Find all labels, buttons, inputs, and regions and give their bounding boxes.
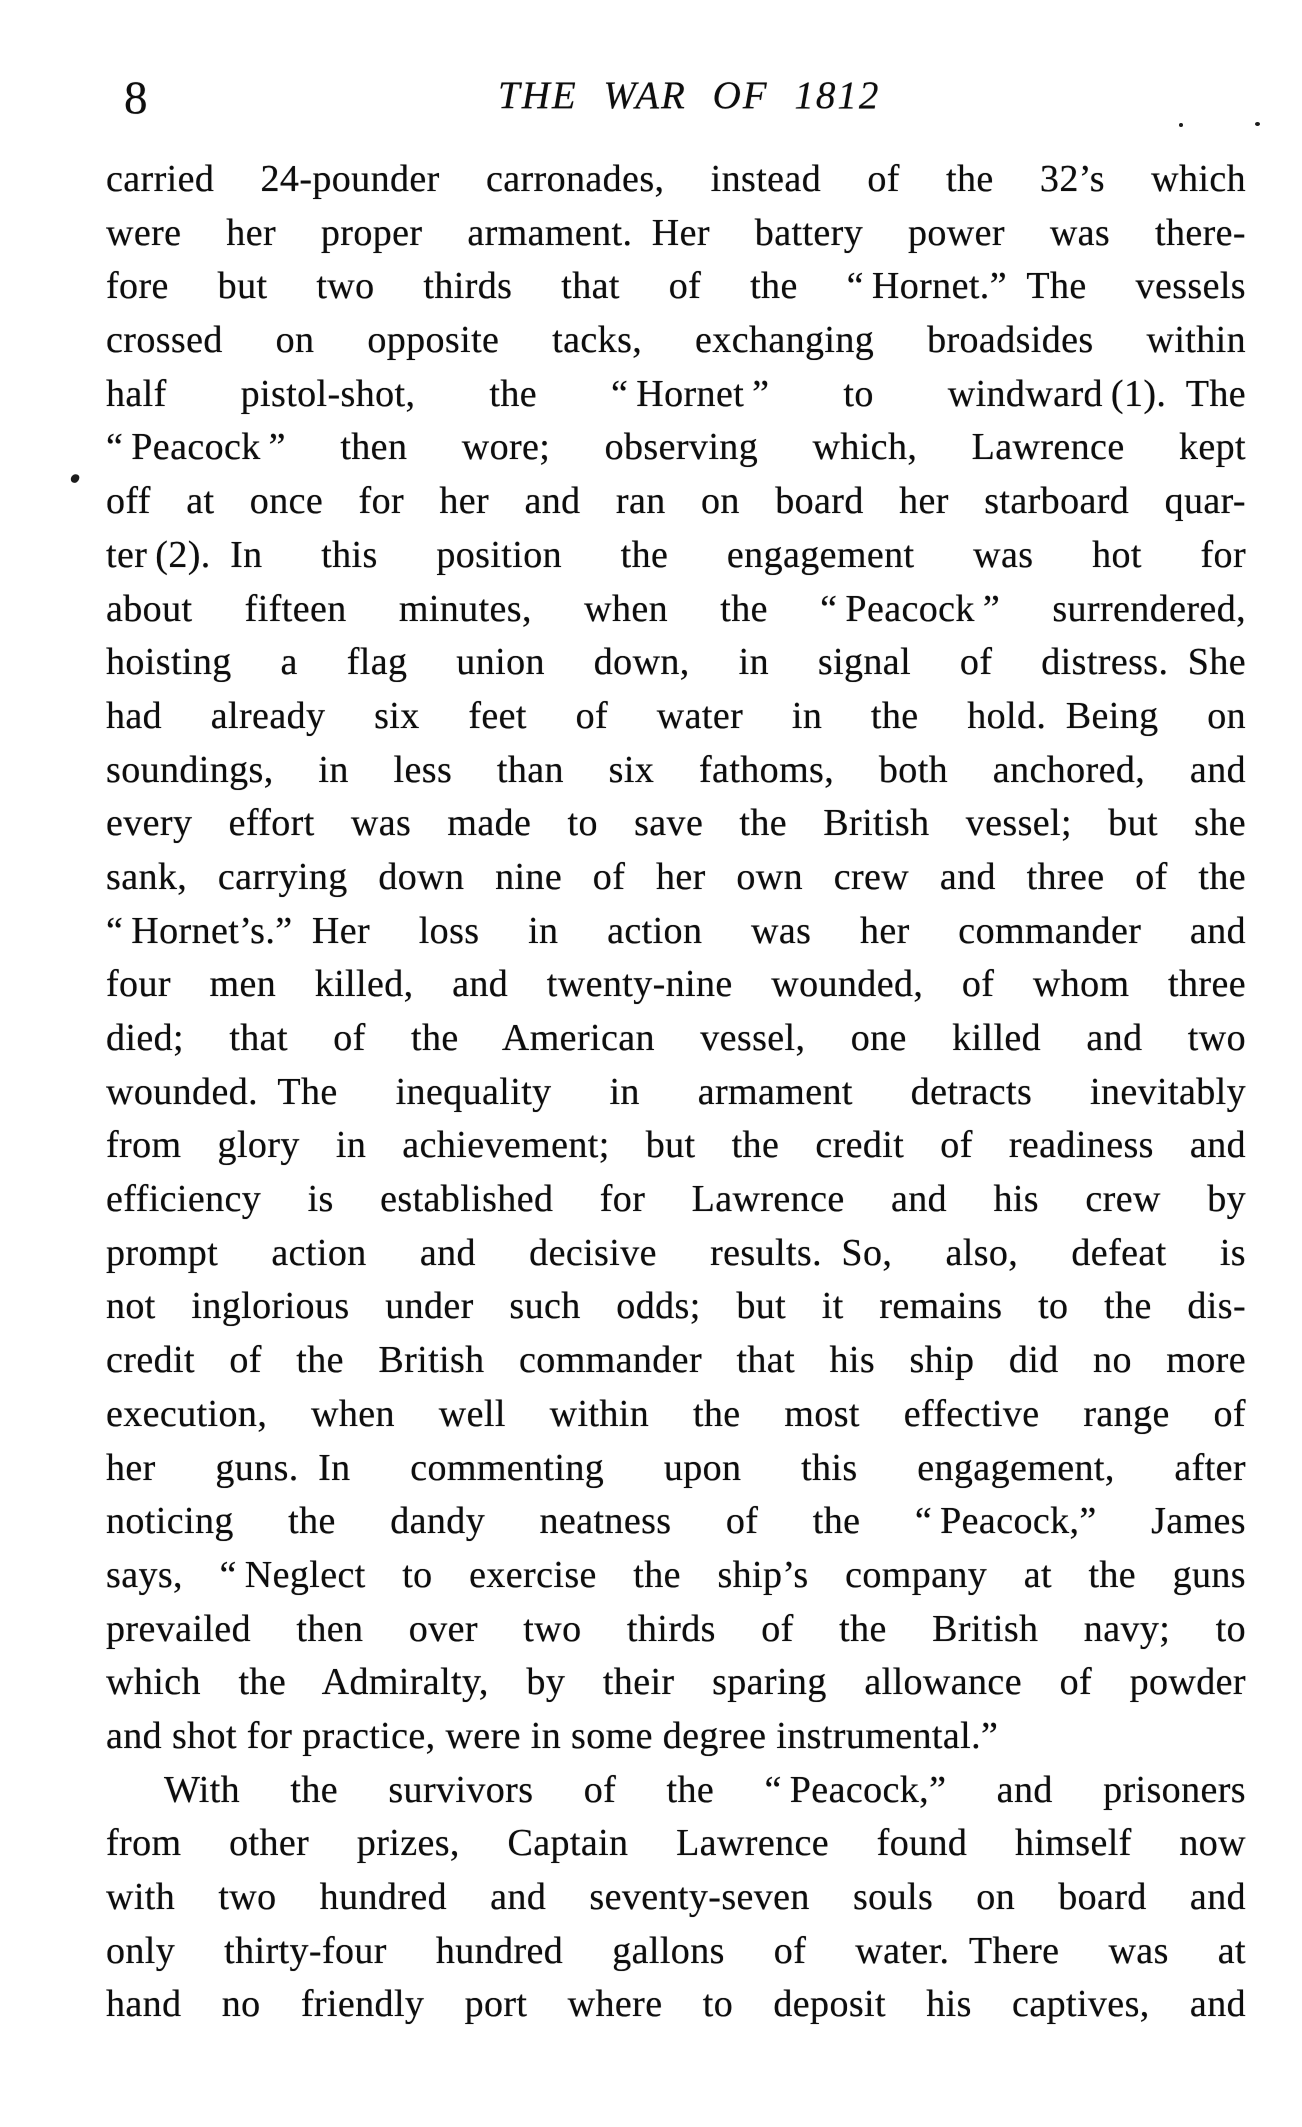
text-line: not inglorious under such odds; but it remains to the dis- [106, 1285, 1246, 1328]
ink-speck [1179, 123, 1183, 127]
text-line: only thirty-four hundred gallons of water. There was at [106, 1929, 1246, 1972]
text-line: With the survivors of the “ Peacock,” and prisoners [164, 1768, 1246, 1811]
text-line: fore but two thirds that of the “ Hornet.” The vessels [106, 265, 1246, 308]
text-line: died; that of the American vessel, one killed and two [106, 1017, 1246, 1059]
text-line: prompt action and decisive results. So, also, defeat is [106, 1231, 1246, 1274]
text-line: “ Peacock ” then wore; observing which, Lawrence kept [106, 426, 1246, 469]
text-line: prevailed then over two thirds of the British navy; to [106, 1607, 1246, 1650]
text-line: and shot for practice, were in some degree instrumental.” [106, 1714, 999, 1757]
text-line: execution, when well within the most effective range of [106, 1392, 1246, 1435]
text-line: with two hundred and seventy-seven souls on board and [106, 1876, 1246, 1918]
text-line: were her proper armament. Her battery power was there- [106, 211, 1246, 254]
text-line: four men killed, and twenty-nine wounded, of whom three [106, 963, 1246, 1006]
page-number: 8 [124, 72, 148, 124]
text-line: which the Admiralty, by their sparing allowance of powder [106, 1661, 1246, 1704]
text-line: crossed on opposite tacks, exchanging broadsides within [106, 319, 1246, 362]
text-line: off at once for her and ran on board her starboard quar- [106, 480, 1246, 523]
text-line: carried 24-pounder carronades, instead of the 32’s which [106, 158, 1246, 200]
text-line: from other prizes, Captain Lawrence found himself now [106, 1822, 1246, 1865]
text-line: hoisting a flag union down, in signal of distress. She [106, 641, 1246, 684]
text-line: noticing the dandy neatness of the “ Peacock,” James [106, 1500, 1246, 1543]
body-text [106, 153, 1246, 2032]
text-line: about fifteen minutes, when the “ Peacock ” surrendered, [106, 587, 1246, 630]
text-line: ter (2). In this position the engagement was hot for [106, 533, 1246, 576]
text-line: hand no friendly port where to deposit his captives, and [106, 1983, 1246, 2026]
text-line: “ Hornet’s.” Her loss in action was her commander and [106, 909, 1246, 952]
running-head: THE WAR OF 1812 [498, 74, 881, 117]
text-line: efficiency is established for Lawrence and his crew by [106, 1178, 1246, 1221]
ink-speck [70, 473, 81, 484]
text-line: credit of the British commander that his ship did no more [106, 1339, 1246, 1382]
ink-speck [1255, 122, 1260, 126]
text-line: soundings, in less than six fathoms, both anchored, and [106, 748, 1246, 791]
text-line: half pistol-shot, the “ Hornet ” to windward (1). The [106, 372, 1246, 415]
text-line: wounded. The inequality in armament detracts inevitably [106, 1070, 1246, 1113]
text-line: had already six feet of water in the hold. Being on [106, 694, 1246, 737]
text-line: her guns. In commenting upon this engagement, after [106, 1446, 1246, 1489]
text-line: from glory in achievement; but the credit of readiness and [106, 1124, 1246, 1167]
text-line: sank, carrying down nine of her own crew and three of the [106, 855, 1246, 898]
text-line: says, “ Neglect to exercise the ship’s company at the guns [106, 1553, 1246, 1596]
text-line: every effort was made to save the British vessel; but she [106, 802, 1246, 845]
